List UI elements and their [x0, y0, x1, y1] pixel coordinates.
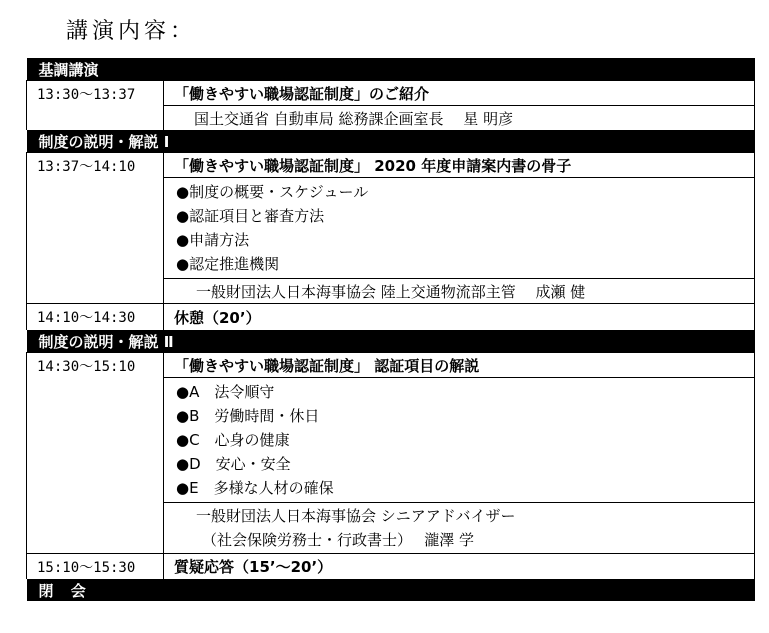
time-cell: 13:30～13:37 — [27, 81, 164, 131]
section-header-label: 閉 会 — [27, 579, 755, 601]
bullet-list — [164, 378, 755, 503]
section-header-label: 制度の説明・解説 Ⅰ — [27, 130, 755, 153]
section-header-label: 制度の説明・解説 Ⅱ — [27, 330, 755, 353]
section-header-explanation-2 — [27, 330, 755, 353]
table-row — [27, 353, 755, 378]
list-item: ●申請方法 — [176, 231, 250, 249]
session-title: 「働きやすい職場認証制度」 認証項目の解説 — [164, 353, 755, 378]
page-title: 講演内容： — [66, 19, 197, 44]
list-item: ●E 多様な人材の確保 — [176, 479, 334, 497]
list-item: ●B 労働時間・休日 — [176, 407, 320, 425]
section-header-label: 基調講演 — [27, 58, 755, 81]
speaker-name: 一般財団法人日本海事協会 陸上交通物流部主管 成瀬 健 — [164, 279, 755, 304]
time-cell: 15:10～15:30 — [27, 554, 164, 580]
time-cell: 13:37～14:10 — [27, 153, 164, 304]
speaker-block — [164, 503, 755, 554]
table-row — [27, 81, 755, 106]
time-cell: 14:10～14:30 — [27, 304, 164, 331]
time-cell: 14:30～15:10 — [27, 353, 164, 554]
speaker-name: 国土交通省 自動車局 総務課企画室長 星 明彦 — [164, 106, 755, 131]
section-header-keynote — [27, 58, 755, 81]
program-table — [26, 58, 755, 601]
list-item: ●D 安心・安全 — [176, 455, 291, 473]
speaker-affiliation: 一般財団法人日本海事協会 シニアアドバイザー — [196, 507, 516, 525]
table-row — [27, 153, 755, 178]
section-header-explanation-1 — [27, 130, 755, 153]
section-header-closing — [27, 579, 755, 601]
list-item: ●A 法令順守 — [176, 383, 275, 401]
list-item: ●認定推進機関 — [176, 255, 280, 273]
table-row — [27, 554, 755, 580]
session-title: 「働きやすい職場認証制度」 2020 年度申請案内書の骨子 — [164, 153, 755, 178]
speaker-name: （社会保険労務士・行政書士） 瀧澤 学 — [202, 531, 475, 549]
session-title: 休憩（20’） — [164, 304, 755, 331]
session-title: 「働きやすい職場認証制度」のご紹介 — [164, 81, 755, 106]
list-item: ●C 心身の健康 — [176, 431, 290, 449]
table-row — [27, 304, 755, 331]
bullet-list — [164, 178, 755, 279]
list-item: ●認証項目と審査方法 — [176, 207, 325, 225]
list-item: ●制度の概要・スケジュール — [176, 183, 369, 201]
session-title: 質疑応答（15’～20’） — [164, 554, 755, 580]
